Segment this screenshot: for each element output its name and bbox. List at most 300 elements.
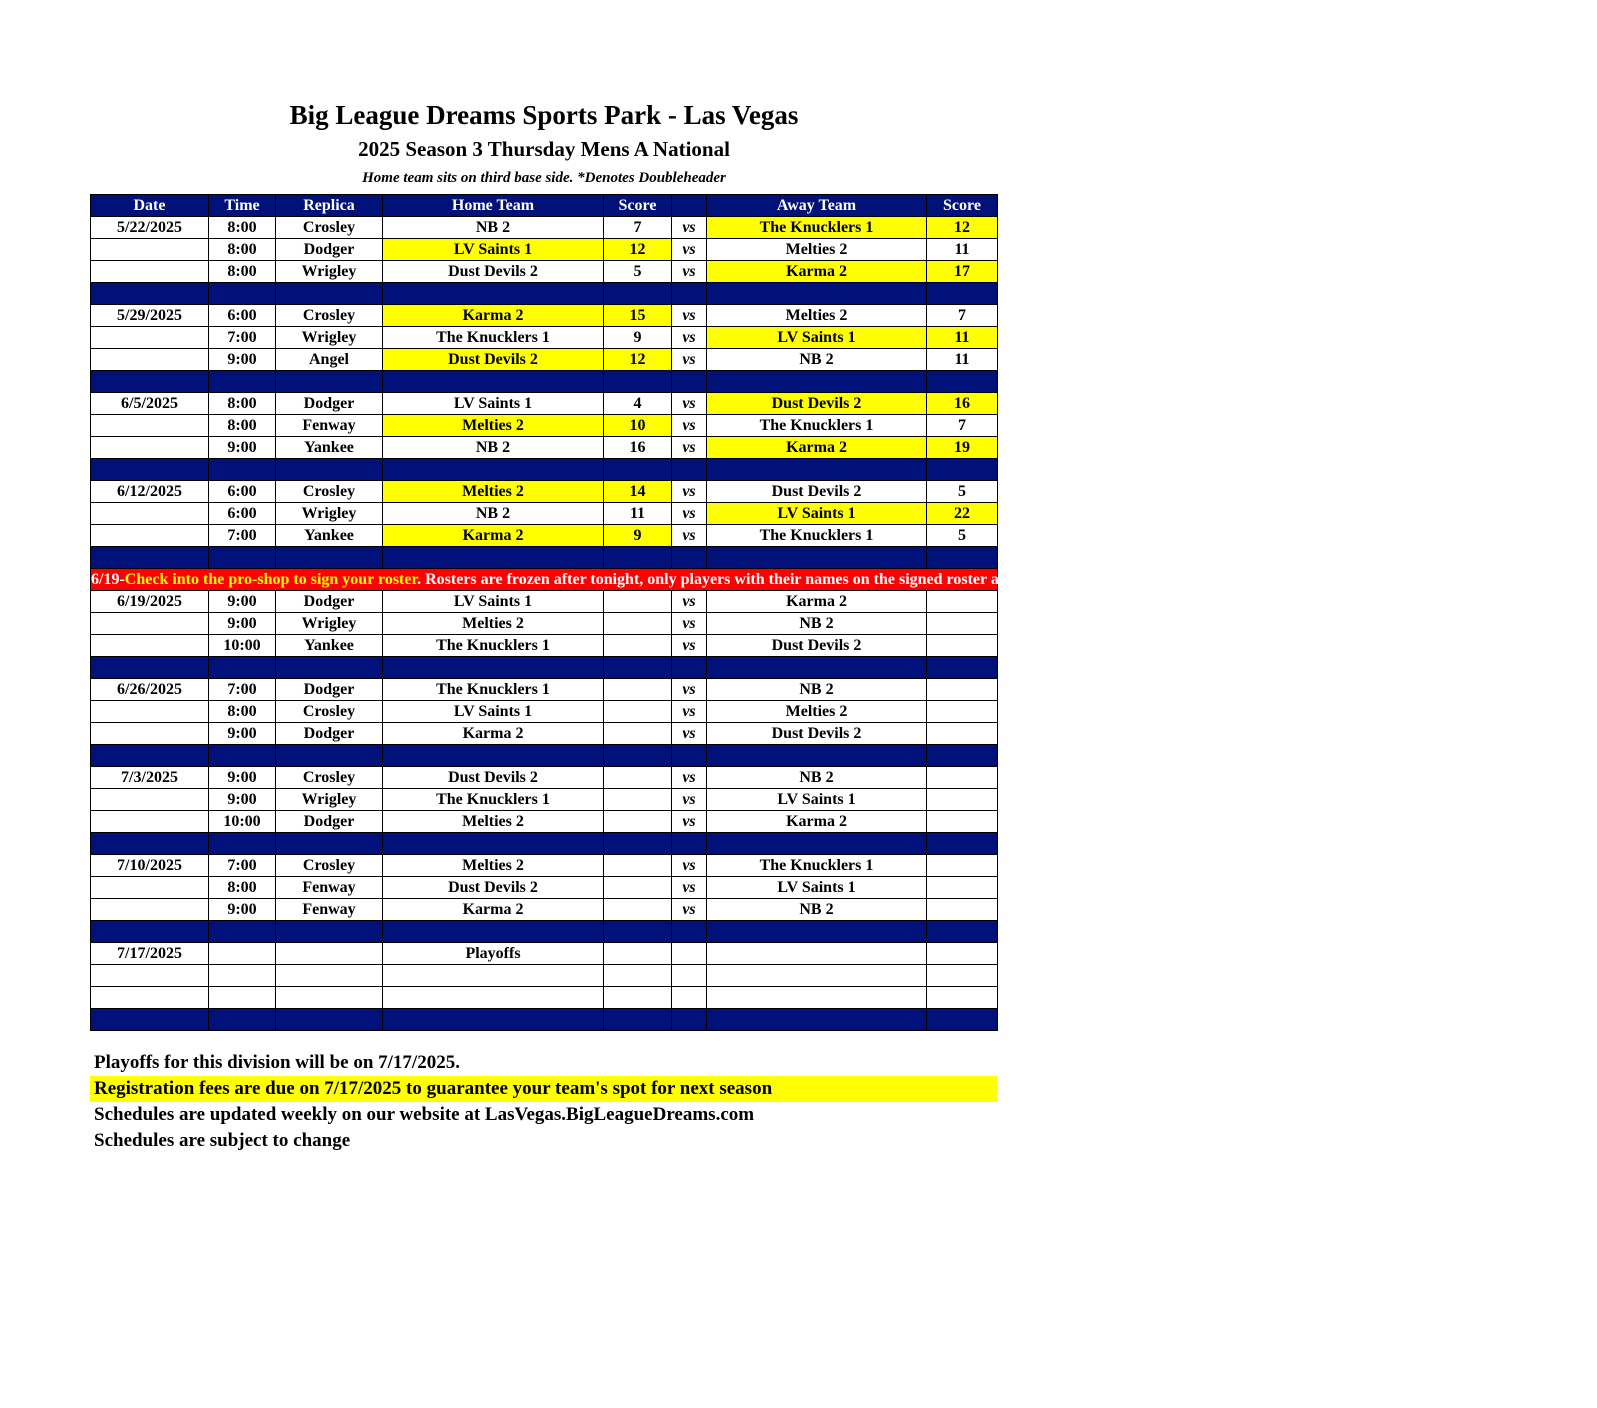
replica-cell: Dodger [276, 679, 383, 701]
separator-cell [927, 745, 998, 767]
separator-cell [91, 283, 209, 305]
home-team-cell [383, 987, 604, 1009]
time-cell: 10:00 [209, 811, 276, 833]
game-row [91, 613, 998, 635]
home-team-cell [383, 965, 604, 987]
time-cell: 8:00 [209, 261, 276, 283]
week-separator-row [91, 657, 998, 679]
replica-cell: Dodger [276, 393, 383, 415]
separator-cell [707, 1009, 927, 1031]
away-team-cell: Dust Devils 2 [707, 481, 927, 503]
home-score-cell [604, 767, 672, 789]
col-vs [672, 195, 707, 217]
time-cell: 7:00 [209, 679, 276, 701]
replica-cell: Wrigley [276, 261, 383, 283]
away-team-cell: Dust Devils 2 [707, 723, 927, 745]
replica-cell: Fenway [276, 899, 383, 921]
time-cell [209, 965, 276, 987]
separator-cell [276, 459, 383, 481]
game-row [91, 239, 998, 261]
away-team-cell [707, 987, 927, 1009]
date-cell: 6/12/2025 [91, 481, 209, 503]
home-team-cell: Dust Devils 2 [383, 261, 604, 283]
replica-cell: Crosley [276, 305, 383, 327]
date-cell [91, 987, 209, 1009]
date-cell [91, 635, 209, 657]
game-row [91, 987, 998, 1009]
replica-cell: Yankee [276, 635, 383, 657]
separator-cell [91, 371, 209, 393]
separator-cell [209, 459, 276, 481]
time-cell: 8:00 [209, 415, 276, 437]
time-cell: 9:00 [209, 723, 276, 745]
replica-cell: Yankee [276, 525, 383, 547]
replica-cell: Crosley [276, 217, 383, 239]
separator-cell [927, 283, 998, 305]
game-row [91, 503, 998, 525]
home-score-cell: 15 [604, 305, 672, 327]
col-home-score: Score [604, 195, 672, 217]
vs-cell: vs [672, 877, 707, 899]
home-score-cell [604, 811, 672, 833]
date-cell [91, 899, 209, 921]
separator-cell [276, 921, 383, 943]
replica-cell: Wrigley [276, 503, 383, 525]
separator-cell [927, 371, 998, 393]
home-score-cell [604, 987, 672, 1009]
vs-cell: vs [672, 811, 707, 833]
vs-cell: vs [672, 613, 707, 635]
date-cell [91, 415, 209, 437]
home-team-cell: Melties 2 [383, 415, 604, 437]
date-cell [91, 349, 209, 371]
announcement-text: . Rosters are frozen after tonight, only players with their names on the signed roster are eligible for playoffs. Please check carefully as changes will not be made for omissions. [417, 570, 1597, 588]
home-score-cell: 10 [604, 415, 672, 437]
vs-cell: vs [672, 899, 707, 921]
home-score-cell [604, 723, 672, 745]
home-score-cell: 12 [604, 239, 672, 261]
date-cell: 5/29/2025 [91, 305, 209, 327]
game-row [91, 261, 998, 283]
home-score-cell: 7 [604, 217, 672, 239]
away-team-cell: The Knucklers 1 [707, 855, 927, 877]
away-score-cell: 16 [927, 393, 998, 415]
home-team-note: Home team sits on third base side. *Denotes Doubleheader [362, 170, 726, 186]
week-separator-row [91, 921, 998, 943]
home-team-cell: Karma 2 [383, 305, 604, 327]
home-team-cell: LV Saints 1 [383, 239, 604, 261]
date-cell [91, 701, 209, 723]
time-cell: 8:00 [209, 877, 276, 899]
time-cell [209, 943, 276, 965]
time-cell: 9:00 [209, 437, 276, 459]
time-cell: 6:00 [209, 481, 276, 503]
home-team-cell: Melties 2 [383, 811, 604, 833]
replica-cell: Crosley [276, 701, 383, 723]
separator-cell [707, 833, 927, 855]
footer-website-note: Schedules are updated weekly on our website at LasVegas.BigLeagueDreams.com [94, 1104, 755, 1125]
replica-cell: Angel [276, 349, 383, 371]
game-row [91, 349, 998, 371]
separator-cell [209, 921, 276, 943]
away-team-cell: Melties 2 [707, 701, 927, 723]
home-score-cell: 14 [604, 481, 672, 503]
date-cell [91, 327, 209, 349]
replica-cell: Dodger [276, 723, 383, 745]
away-score-cell: 7 [927, 305, 998, 327]
vs-cell: vs [672, 591, 707, 613]
separator-cell [927, 657, 998, 679]
page-subtitle: 2025 Season 3 Thursday Mens A National [358, 137, 730, 161]
col-date: Date [91, 195, 209, 217]
away-score-cell: 11 [927, 239, 998, 261]
away-team-cell: NB 2 [707, 613, 927, 635]
time-cell: 8:00 [209, 393, 276, 415]
home-team-cell: NB 2 [383, 437, 604, 459]
away-team-cell [707, 943, 927, 965]
home-score-cell: 11 [604, 503, 672, 525]
game-row [91, 943, 998, 965]
away-score-cell: 5 [927, 525, 998, 547]
time-cell: 8:00 [209, 701, 276, 723]
date-cell: 5/22/2025 [91, 217, 209, 239]
col-away-score: Score [927, 195, 998, 217]
home-score-cell [604, 679, 672, 701]
replica-cell: Fenway [276, 877, 383, 899]
game-row [91, 481, 998, 503]
separator-cell [604, 657, 672, 679]
vs-cell: vs [672, 415, 707, 437]
date-cell [91, 811, 209, 833]
away-score-cell [927, 723, 998, 745]
replica-cell [276, 987, 383, 1009]
time-cell [209, 987, 276, 1009]
away-score-cell: 5 [927, 481, 998, 503]
vs-cell: vs [672, 305, 707, 327]
replica-cell: Dodger [276, 591, 383, 613]
time-cell: 10:00 [209, 635, 276, 657]
home-team-cell: NB 2 [383, 503, 604, 525]
vs-cell: vs [672, 789, 707, 811]
announcement-date: 6/19- [91, 570, 125, 588]
away-score-cell: 17 [927, 261, 998, 283]
separator-cell [604, 283, 672, 305]
vs-cell: vs [672, 679, 707, 701]
page-title: Big League Dreams Sports Park - Las Vegas [289, 100, 799, 130]
vs-cell: vs [672, 437, 707, 459]
away-score-cell [927, 987, 998, 1009]
away-team-cell: LV Saints 1 [707, 877, 927, 899]
replica-cell [276, 943, 383, 965]
separator-cell [672, 371, 707, 393]
separator-cell [707, 547, 927, 569]
separator-cell [91, 745, 209, 767]
date-cell [91, 877, 209, 899]
separator-cell [604, 833, 672, 855]
game-row [91, 679, 998, 701]
game-row [91, 393, 998, 415]
home-team-cell: The Knucklers 1 [383, 327, 604, 349]
separator-cell [927, 459, 998, 481]
date-cell: 7/3/2025 [91, 767, 209, 789]
replica-cell: Dodger [276, 811, 383, 833]
away-team-cell: Melties 2 [707, 239, 927, 261]
away-score-cell: 22 [927, 503, 998, 525]
home-score-cell: 5 [604, 261, 672, 283]
home-team-cell: The Knucklers 1 [383, 679, 604, 701]
away-score-cell [927, 635, 998, 657]
separator-cell [276, 745, 383, 767]
schedule-table [90, 194, 1597, 1031]
home-team-cell: Melties 2 [383, 855, 604, 877]
away-team-cell [707, 965, 927, 987]
away-team-cell: Karma 2 [707, 261, 927, 283]
date-cell: 6/19/2025 [91, 591, 209, 613]
away-team-cell: Melties 2 [707, 305, 927, 327]
roster-announcement [91, 569, 1597, 591]
vs-cell: vs [672, 327, 707, 349]
week-separator-row [91, 745, 998, 767]
game-row [91, 591, 998, 613]
week-separator-row [91, 1009, 998, 1031]
footer-change-note: Schedules are subject to change [94, 1130, 351, 1151]
game-row [91, 789, 998, 811]
time-cell: 9:00 [209, 767, 276, 789]
vs-cell [672, 943, 707, 965]
week-separator-row [91, 283, 998, 305]
away-score-cell [927, 855, 998, 877]
separator-cell [707, 745, 927, 767]
separator-cell [672, 833, 707, 855]
separator-cell [276, 1009, 383, 1031]
replica-cell: Crosley [276, 481, 383, 503]
away-score-cell [927, 679, 998, 701]
date-cell: 6/5/2025 [91, 393, 209, 415]
home-team-cell: The Knucklers 1 [383, 635, 604, 657]
date-cell [91, 789, 209, 811]
separator-cell [276, 283, 383, 305]
away-score-cell: 19 [927, 437, 998, 459]
date-cell [91, 261, 209, 283]
home-score-cell: 9 [604, 525, 672, 547]
separator-cell [91, 921, 209, 943]
replica-cell [276, 965, 383, 987]
footer-registration-note: Registration fees are due on 7/17/2025 to guarantee your team's spot for next season [90, 1076, 997, 1102]
home-score-cell [604, 943, 672, 965]
away-team-cell: NB 2 [707, 349, 927, 371]
home-score-cell [604, 899, 672, 921]
away-score-cell [927, 965, 998, 987]
away-score-cell [927, 591, 998, 613]
time-cell: 6:00 [209, 503, 276, 525]
week-separator-row [91, 371, 998, 393]
home-score-cell [604, 613, 672, 635]
date-cell: 7/10/2025 [91, 855, 209, 877]
home-team-cell: Playoffs [383, 943, 604, 965]
separator-cell [707, 921, 927, 943]
separator-cell [383, 459, 604, 481]
separator-cell [707, 459, 927, 481]
separator-cell [604, 745, 672, 767]
separator-cell [672, 1009, 707, 1031]
replica-cell: Wrigley [276, 613, 383, 635]
home-team-cell: Karma 2 [383, 899, 604, 921]
separator-cell [672, 459, 707, 481]
date-cell [91, 239, 209, 261]
home-team-cell: LV Saints 1 [383, 591, 604, 613]
separator-cell [383, 921, 604, 943]
schedule-body [91, 217, 1597, 1031]
separator-cell [604, 547, 672, 569]
replica-cell: Crosley [276, 855, 383, 877]
game-row [91, 767, 998, 789]
home-score-cell: 4 [604, 393, 672, 415]
home-team-cell: Dust Devils 2 [383, 877, 604, 899]
separator-cell [927, 833, 998, 855]
away-score-cell [927, 877, 998, 899]
home-score-cell [604, 855, 672, 877]
separator-cell [672, 547, 707, 569]
away-team-cell: Karma 2 [707, 437, 927, 459]
time-cell: 7:00 [209, 855, 276, 877]
game-row [91, 811, 998, 833]
separator-cell [383, 1009, 604, 1031]
announcement-highlight: Check into the pro-shop to sign your roster [124, 570, 418, 588]
away-team-cell: The Knucklers 1 [707, 525, 927, 547]
vs-cell: vs [672, 635, 707, 657]
date-cell [91, 723, 209, 745]
separator-cell [276, 657, 383, 679]
separator-cell [91, 833, 209, 855]
vs-cell: vs [672, 701, 707, 723]
separator-cell [604, 921, 672, 943]
home-team-cell: The Knucklers 1 [383, 789, 604, 811]
game-row [91, 415, 998, 437]
home-score-cell: 12 [604, 349, 672, 371]
home-score-cell [604, 789, 672, 811]
home-team-cell: Karma 2 [383, 525, 604, 547]
away-team-cell: LV Saints 1 [707, 503, 927, 525]
date-cell [91, 503, 209, 525]
away-score-cell: 7 [927, 415, 998, 437]
game-row [91, 305, 998, 327]
home-team-cell: Dust Devils 2 [383, 767, 604, 789]
separator-cell [383, 657, 604, 679]
date-cell [91, 613, 209, 635]
separator-cell [91, 459, 209, 481]
separator-cell [209, 547, 276, 569]
game-row [91, 525, 998, 547]
time-cell: 9:00 [209, 613, 276, 635]
game-row [91, 965, 998, 987]
separator-cell [604, 371, 672, 393]
separator-cell [672, 745, 707, 767]
footer-playoffs-note: Playoffs for this division will be on 7/17/2025. [94, 1052, 460, 1073]
game-row [91, 635, 998, 657]
away-score-cell [927, 767, 998, 789]
vs-cell: vs [672, 525, 707, 547]
date-cell [91, 965, 209, 987]
separator-cell [209, 745, 276, 767]
time-cell: 9:00 [209, 349, 276, 371]
home-team-cell: Melties 2 [383, 481, 604, 503]
home-score-cell [604, 965, 672, 987]
replica-cell: Yankee [276, 437, 383, 459]
separator-cell [927, 1009, 998, 1031]
away-team-cell: NB 2 [707, 679, 927, 701]
replica-cell: Crosley [276, 767, 383, 789]
col-replica: Replica [276, 195, 383, 217]
vs-cell: vs [672, 481, 707, 503]
home-team-cell: NB 2 [383, 217, 604, 239]
away-score-cell: 11 [927, 349, 998, 371]
away-team-cell: Dust Devils 2 [707, 635, 927, 657]
home-team-cell: Karma 2 [383, 723, 604, 745]
separator-cell [927, 921, 998, 943]
replica-cell: Wrigley [276, 327, 383, 349]
separator-cell [383, 283, 604, 305]
col-away-team: Away Team [707, 195, 927, 217]
time-cell: 8:00 [209, 217, 276, 239]
replica-cell: Wrigley [276, 789, 383, 811]
vs-cell: vs [672, 217, 707, 239]
separator-cell [672, 657, 707, 679]
away-score-cell [927, 811, 998, 833]
date-cell [91, 525, 209, 547]
separator-cell [672, 283, 707, 305]
separator-cell [383, 371, 604, 393]
separator-cell [209, 1009, 276, 1031]
time-cell: 8:00 [209, 239, 276, 261]
away-team-cell: NB 2 [707, 899, 927, 921]
home-score-cell [604, 635, 672, 657]
date-cell: 7/17/2025 [91, 943, 209, 965]
week-separator-row [91, 547, 998, 569]
separator-cell [91, 1009, 209, 1031]
separator-cell [383, 745, 604, 767]
separator-cell [91, 657, 209, 679]
away-score-cell: 12 [927, 217, 998, 239]
separator-cell [604, 459, 672, 481]
announcement-row [91, 569, 998, 591]
away-team-cell: Karma 2 [707, 591, 927, 613]
vs-cell: vs [672, 261, 707, 283]
away-score-cell [927, 789, 998, 811]
time-cell: 9:00 [209, 789, 276, 811]
game-row [91, 723, 998, 745]
home-score-cell: 9 [604, 327, 672, 349]
away-team-cell: NB 2 [707, 767, 927, 789]
vs-cell: vs [672, 349, 707, 371]
col-home-team: Home Team [383, 195, 604, 217]
game-row [91, 437, 998, 459]
separator-cell [276, 833, 383, 855]
game-row [91, 855, 998, 877]
header-row [91, 195, 998, 217]
away-score-cell: 11 [927, 327, 998, 349]
separator-cell [707, 283, 927, 305]
game-row [91, 701, 998, 723]
separator-cell [209, 833, 276, 855]
game-row [91, 899, 998, 921]
away-team-cell: Dust Devils 2 [707, 393, 927, 415]
home-team-cell: Melties 2 [383, 613, 604, 635]
separator-cell [707, 657, 927, 679]
home-score-cell [604, 701, 672, 723]
separator-cell [383, 833, 604, 855]
vs-cell [672, 965, 707, 987]
separator-cell [383, 547, 604, 569]
